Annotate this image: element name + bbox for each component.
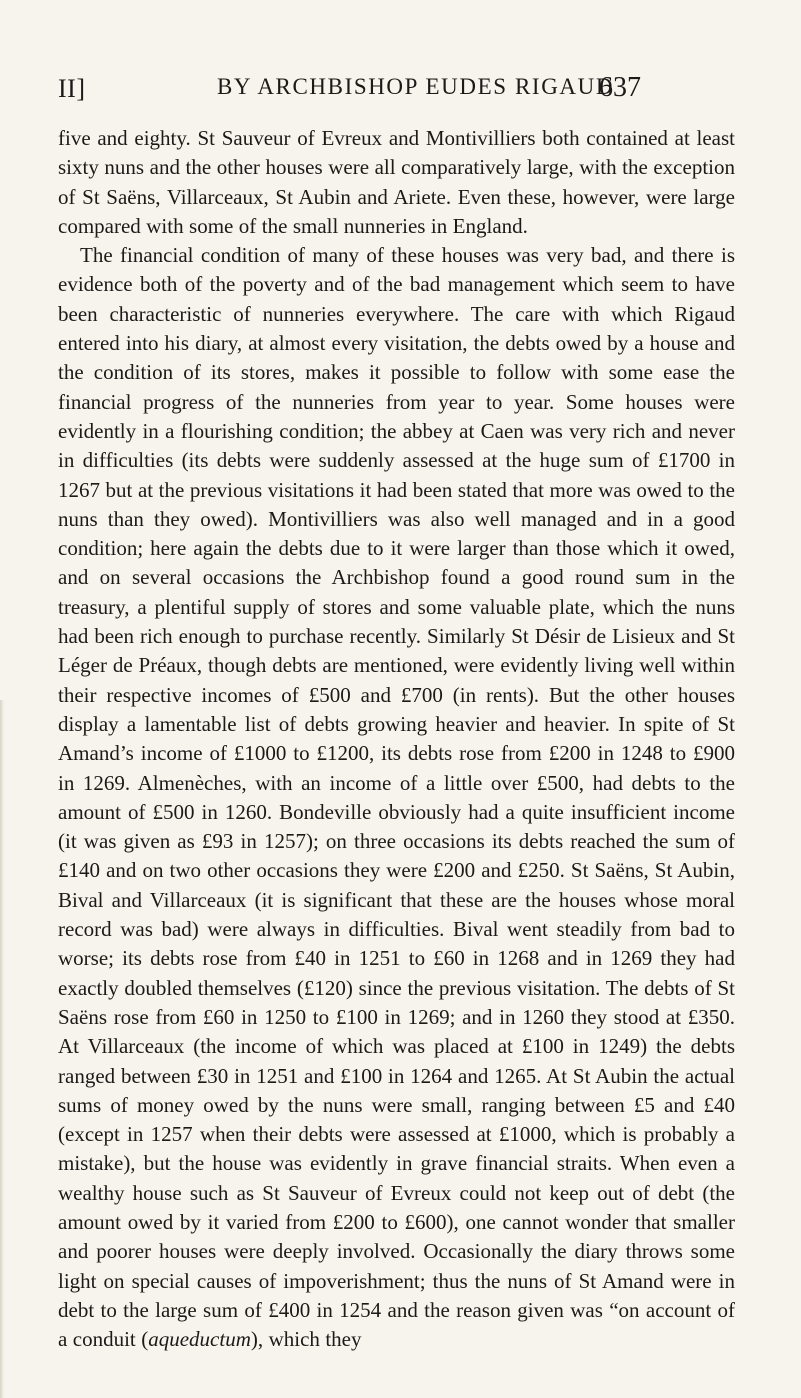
- running-head: [0, 0, 801, 140]
- running-title: [0, 74, 801, 100]
- paragraph-tail: ), which they: [250, 1327, 362, 1352]
- italic-term: aqueductum: [148, 1327, 251, 1352]
- page-number: 637: [599, 72, 641, 103]
- body-text: [58, 124, 735, 1354]
- running-title-text: BY ARCHBISHOP EUDES RIGAUD: [216, 74, 615, 99]
- paragraph-financial-condition: [58, 241, 735, 1354]
- scan-edge-shadow: [0, 700, 4, 1398]
- paragraph-continued: five and eighty. St Sauveur of Evreux and Montivilliers both contained at least sixty nuns and the other houses were all comparatively large, with the exception of St Saëns, Villarceaux, St Aubin and Ariete. Even these, however, were large compared with some of the small nunneries in England.: [58, 126, 735, 238]
- chapter-marker: II]: [58, 74, 86, 103]
- paragraph-main-text: The financial condition of many of these houses was very bad, and there is evidence both of the poverty and of the bad management which seem to have been characteristic of nunneries everywhere. The care with which Rigaud entered into his diary, at almost every visitation, the debts owed by a house and the condition of its stores, makes it possible to follow with some ease the financial progress of the nunneries from year to year. Some houses were evidently in a flourishing condition; the abbey at Caen was very rich and never in difficulties (its debts were suddenly assessed at the huge sum of £1700 in 1267 but at the previous visitations it had been stated that more was owed to the nuns than they owed). Montivilliers was also well managed and in a good condition; here again the debts due to it were larger than those which it owed, and on several occasions the Archbishop found a good round sum in the treasury, a plentiful supply of stores and some valuable plate, which the nuns had been rich enough to purchase recently. Similarly St Désir de Lisieux and St Léger de Préaux, though debts are mentioned, were evidently living well within their respective incomes of £500 and £700 (in rents). But the other houses display a lamentable list of debts growing heavier and heavier. In spite of St Amand’s income of £1000 to £1200, its debts rose from £200 in 1248 to £900 in 1269. Almenèches, with an income of a little over £500, had debts to the amount of £500 in 1260. Bondeville obviously had a quite insufficient income (it was given as £93 in 1257); on three occasions its debts reached the sum of £140 and on two other occasions they were £200 and £250. St Saëns, St Aubin, Bival and Villarceaux (it is significant that these are the houses whose moral record was bad) were always in difficulties. Bival went steadily from bad to worse; its debts rose from £40 in 1251 to £60 in 1268 and in 1269 they had exactly doubled themselves (£120) since the previous visitation. The debts of St Saëns rose from £60 in 1250 to £100 in 1269; and in 1260 they stood at £350. At Villarceaux (the income of which was placed at £100 in 1249) the debts ranged between £30 in 1251 and £100 in 1264 and 1265. At St Aubin the actual sums of money owed by the nuns were small, ranging between £5 and £40 (except in 1257 when their debts were assessed at £1000, which is probably a mistake), but the house was evidently in grave financial straits. When even a wealthy house such as St Sauveur of Evreux could not keep out of debt (the amount owed by it varied from £200 to £600), one cannot wonder that smaller and poorer houses were deeply involved. Occasionally the diary throws some light on special causes of impoverishment; thus the nuns of St Amand were in debt to the large sum of £400 in 1254 and the reason given was “on account of a conduit (: [58, 243, 735, 1352]
